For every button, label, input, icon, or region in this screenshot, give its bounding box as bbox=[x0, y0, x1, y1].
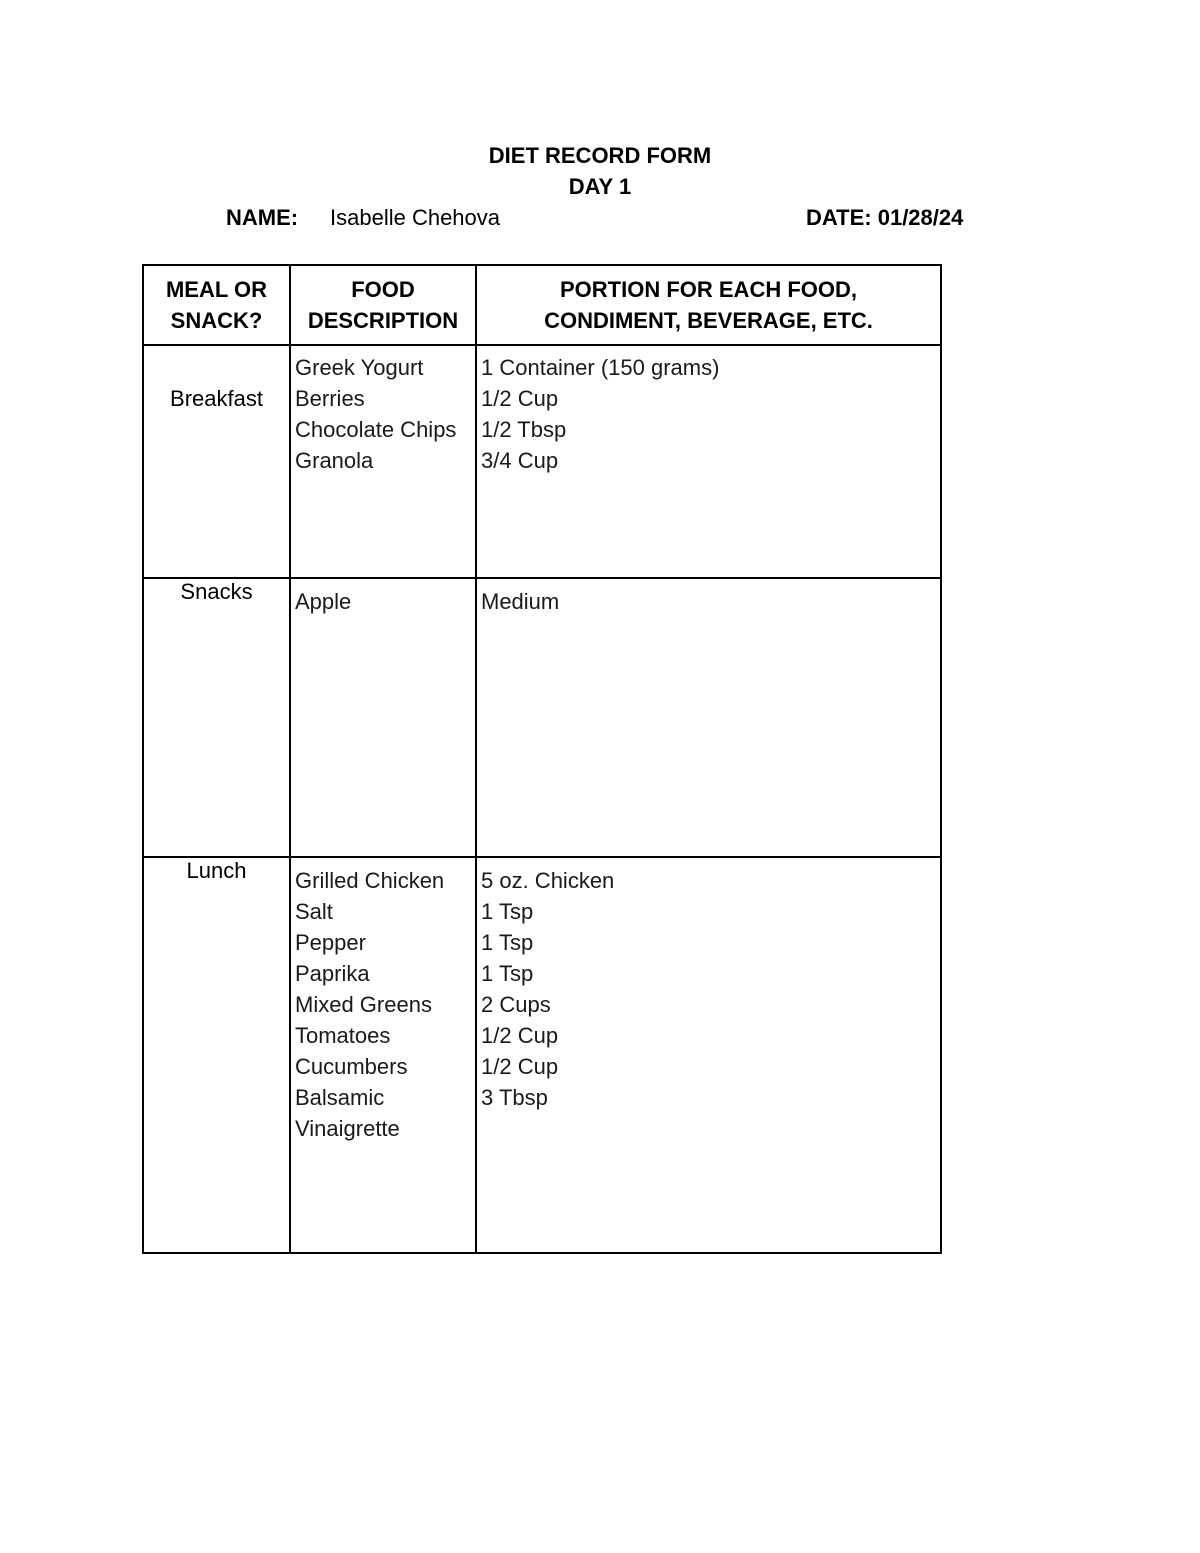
portion-item: 5 oz. Chicken bbox=[481, 868, 615, 893]
food-item: Tomatoes bbox=[295, 1023, 391, 1048]
portion-item: 2 Cups bbox=[481, 992, 551, 1017]
name-value: Isabelle Chehova bbox=[330, 205, 501, 230]
food-cell bbox=[290, 857, 476, 1253]
date-label: DATE: bbox=[806, 205, 872, 230]
header-food-line1: FOOD bbox=[351, 277, 415, 302]
meal-cell: Lunch bbox=[143, 857, 290, 1253]
food-item: Paprika bbox=[295, 961, 370, 986]
portion-item: 3 Tbsp bbox=[481, 1085, 548, 1110]
form-title: DIET RECORD FORM bbox=[488, 143, 712, 168]
portion-item: 1/2 Cup bbox=[481, 1054, 559, 1079]
portion-item: 1/2 Cup bbox=[481, 1023, 559, 1048]
header-portion bbox=[476, 265, 941, 345]
header-food-description bbox=[290, 265, 476, 345]
header-meal-or-snack bbox=[143, 265, 290, 345]
food-item: Mixed Greens bbox=[295, 992, 432, 1017]
food-item: Apple bbox=[295, 589, 352, 614]
header-portion-line2: CONDIMENT, BEVERAGE, ETC. bbox=[544, 308, 873, 333]
food-cell bbox=[290, 345, 476, 578]
portion-item: Medium bbox=[481, 589, 560, 614]
food-item: Cucumbers bbox=[295, 1054, 408, 1079]
food-item: Vinaigrette bbox=[295, 1116, 400, 1141]
header-meal-line2: SNACK? bbox=[170, 308, 263, 333]
header-portion-line1: PORTION FOR EACH FOOD, bbox=[560, 277, 857, 302]
meal-cell: Snacks bbox=[143, 578, 290, 857]
header-food-line2: DESCRIPTION bbox=[307, 308, 459, 333]
portion-item: 1/2 Cup bbox=[481, 386, 559, 411]
diet-record-table bbox=[142, 264, 942, 1254]
table-row-snacks bbox=[143, 578, 941, 857]
meal-cell: Breakfast bbox=[143, 345, 290, 578]
food-item: Berries bbox=[295, 386, 365, 411]
date-value: 01/28/24 bbox=[877, 205, 964, 230]
header-meal-line1: MEAL OR bbox=[165, 277, 268, 302]
table-header-row bbox=[143, 265, 941, 345]
date-field bbox=[806, 205, 963, 231]
food-item: Greek Yogurt bbox=[295, 355, 424, 380]
portion-item: 1 Tsp bbox=[481, 899, 534, 924]
food-item: Salt bbox=[295, 899, 333, 924]
table-row-lunch bbox=[143, 857, 941, 1253]
food-cell bbox=[290, 578, 476, 857]
portion-item: 1 Tsp bbox=[481, 930, 534, 955]
portion-cell bbox=[476, 345, 941, 578]
food-item: Grilled Chicken bbox=[295, 868, 445, 893]
portion-item: 3/4 Cup bbox=[481, 448, 559, 473]
food-item: Granola bbox=[295, 448, 374, 473]
portion-item: 1 Container (150 grams) bbox=[481, 355, 720, 380]
portion-item: 1 Tsp bbox=[481, 961, 534, 986]
food-item: Chocolate Chips bbox=[295, 417, 457, 442]
table-row-breakfast bbox=[143, 345, 941, 578]
food-item: Balsamic bbox=[295, 1085, 385, 1110]
portion-cell bbox=[476, 857, 941, 1253]
name-label: NAME: bbox=[226, 205, 299, 230]
portion-item: 1/2 Tbsp bbox=[481, 417, 567, 442]
day-label: DAY 1 bbox=[568, 174, 632, 199]
portion-cell bbox=[476, 578, 941, 857]
food-item: Pepper bbox=[295, 930, 366, 955]
